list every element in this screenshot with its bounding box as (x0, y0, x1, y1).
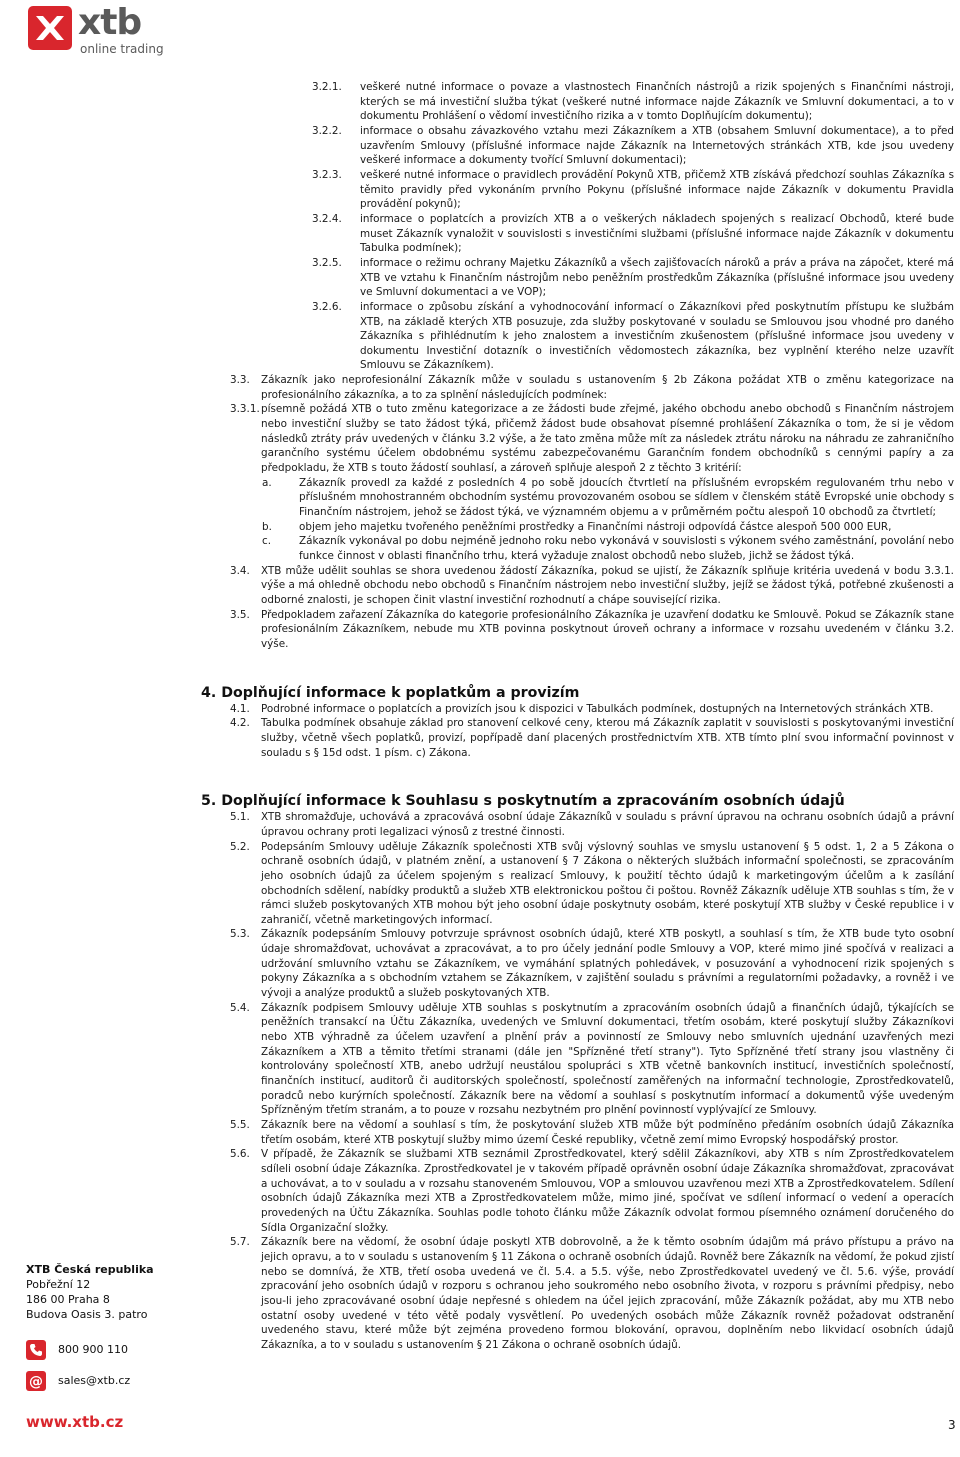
logo-wordmark: xtb (78, 2, 142, 43)
footer-address-block (26, 1262, 186, 1322)
address-line: Budova Oasis 3. patro (26, 1308, 148, 1321)
list-item: 3.2.1. veškeré nutné informace o povaze a vlastnostech Finančních nástrojů a rizik spojených s Finančními nástroji, kterých se má investiční služba týkat (veškeré nutné informace najde Zákazník ve Smluvní dokumentaci, a to v dokumentu Prohlášení o vědomí investičního rizika a v tomto Doplňujícím dokumentu); (312, 81, 954, 123)
phone-number[interactable]: 800 900 110 (58, 1343, 128, 1356)
list-item: 3.4. XTB může udělit souhlas se shora uvedenou žádostí Zákazníka, pokud se ujistí, že Zákazník splňuje kritéria uvedená v bodu 3.3.1. výše a má ohledně obchodu nebo obchodů s Finančním nástrojem nebo investiční služby, jejíž se žádost týká, potřebné zkušenosti a odborné znalosti, je schopen činit vlastní investiční rozhodnutí a chápe související rizika. (230, 564, 954, 606)
svg-text:@: @ (29, 1374, 43, 1390)
list-item: 5.5. Zákazník bere na vědomí a souhlasí s tím, že poskytování služeb XTB může být podmíněno předáním osobních údajů Zákazníka třetím osobám, které XTB poskytují služby mimo území České republiky, včetně zemí mimo Evropský hospodářský prostor. (230, 1119, 954, 1146)
criteria-item: a. Zákazník provedl za každé z posledních 4 po sobě jdoucích čtvrtletí na příslušném evropském regulovaném trhu nebo v příslušném mnohostranném obchodním systému provozovaném osobou se sídlem v členském státě Evropské unie obchody s Finančním nástrojem, jehož se žádost týká, ve významném objemu a v průměrném počtu alespoň 10 obchodů za čtvrtletí; (262, 476, 954, 519)
phone-icon (26, 1340, 46, 1360)
address-line: Pobřežní 12 (26, 1278, 91, 1291)
list-item: 5.2. Podepsáním Smlouvy uděluje Zákazník společnosti XTB svůj výslovný souhlas ve smyslu ustanovení § 5 odst. 1, 2 a 5 Zákona o ochraně osobních údajů, v platném znění, a ustanovení § 7 Zákona o některých službách informační společnosti, se zpracováním jeho osobních údajů za účelem spojeným s realizací Smlouvy, k použití těchto údajů k marketingovým účelům a k zasílání obchodních sdělení, nabídky produktů a služeb XTB elektronickou poštou či poštou. Rovněž Zákazník uděluje XTB souhlas s tím, že v rámci služeb poskytovaných XTB mohou být jeho osobní údaje poskytnuty osobám, které poskytují XTB služby v České republice i v zahraničí, včetně marketingových informací. (230, 840, 954, 926)
list-item: 5.1. XTB shromažďuje, uchovává a zpracovává osobní údaje Zákazníků v souladu s právní úpravou na ochranu osobních údajů a právní úpravou ochrany proti legalizaci výnosů z trestné činnosti. (230, 811, 954, 838)
document-body (0, 80, 960, 1353)
section-title: 4. Doplňující informace k poplatkům a provizím (201, 684, 580, 701)
email-contact (26, 1371, 186, 1393)
list-item: 3.3. Zákazník jako neprofesionální Zákazník může v souladu s ustanovením § 2b Zákona požádat XTB o změnu kategorizace na profesionálního zákazníka, a to za splnění následujících podmínek: (230, 374, 954, 401)
criteria-item: b. objem jeho majetku tvořeného peněžními prostředky a Finančními nástroji odpovídá částce alespoň 500 000 EUR, (262, 520, 892, 533)
logo-tagline: online trading (80, 42, 164, 56)
list-item: 4.2. Tabulka podmínek obsahuje základ pro stanovení celkové ceny, kterou má Zákazník zaplatit v souvislosti s poskytovanými investiční služby, včetně všech poplatků, provizí, popřípadě daní placených prostřednictvím XTB. XTB tímto plní svou informační povinnost v souladu s § 15d odst. 1 písm. c) Zákona. (230, 717, 954, 759)
list-item: 3.2.4. informace o poplatcích a provizích XTB a o veškerých nákladech spojených s realizací Obchodů, které bude muset Zákazník vynaložit v souvislosti s investičními službami (příslušné informace najde Zákazník v dokumentu Tabulka podmínek); (312, 212, 954, 255)
phone-contact (26, 1340, 186, 1362)
email-link[interactable]: sales@xtb.cz (58, 1374, 131, 1387)
list-item: 4.1. Podrobné informace o poplatcích a provizích jsou k dispozici v Tabulkách podmínek, dostupných na Internetových stránkách XTB. (230, 702, 934, 715)
list-item: 3.2.5. informace o režimu ochrany Majetku Zákazníků a všech zajišťovacích nároků a práv a práva na zápočet, které má XTB ve vztahu k Finančním nástrojům nebo peněžním prostředkům Zákazníka (příslušné informace jsou uvedeny ve Smluvní dokumentaci a ve VOP); (312, 256, 954, 299)
list-item: 3.2.6. informace o způsobu získání a vyhodnocování informací o Zákazníkovi před poskytnutím přístupu ke službám XTB, na základě kterých XTB posuzuje, zda služby poskytované v souladu se Smlouvou jsou vhodné pro daného Zákazníka s přihlédnutím k jeho znalostem a investičním zkušenostem (příslušné informace jsou uvedeny v dokumentu Investiční dotazník o investičních vědomostech zákazníka, bez vyplnění kterého nelze uzavřít Smlouvu se Zákazníkem). (312, 300, 954, 372)
list-item: 5.6. V případě, že Zákazník se službami XTB seznámil Zprostředkovatel, který sdělil Zákazníkovi, aby XTB s ním Zprostředkovatelem sdíleli osobní údaje Zákazníka. Zprostředkovatel je v takovém případě oprávněn osobní údaje Zákazníka shromažďovat, zpracovávat a uchovávat, a to v souladu a v rozsahu stanoveném Smlouvou, VOP a smlouvou uzavřenou mezi XTB a Zprostředkovatelem. Sdílení osobních údajů Zákazníka mezi XTB a Zprostředkovatelem může, mimo jiné, spočívat ve sdílení informací o vedení a operacích provedených na Účtu Zákazníka. Souhlas podle tohoto článku může Zákazník odvolat formou písemného oznámení doručeného do Sídla Organizační složky. (230, 1148, 954, 1234)
list-item: 5.3. Zákazník podepsáním Smlouvy potvrzuje správnost osobních údajů, které XTB poskytl, a souhlasí s tím, že XTB bude tyto osobní údaje shromažďovat, uchovávat a zpracovávat, a to pro účely jednání podle Smlouvy a VOP, které mimo jiné spočívá v realizaci a udržování smluvního vztahu se Zákazníkem, ve vymáhání splatných pohledávek, v posuzování a vyhodnocení rizik spojených s pokyny Zákazníka a s obchodním vztahem se Zákazníkem, v zajištění souladu s právními a regulatorními požadavky, a rovněž i ve vývoji a analýze produktů a služeb poskytovaných XTB. (230, 928, 954, 1000)
list-item: 3.2.3. veškeré nutné informace o pravidlech provádění Pokynů XTB, přičemž XTB získává předchozí souhlas Zákazníka s těmito pravidly před vykonáním prvního Pokynu (příslušné informace najde Zákazník v dokumentu Pravidla provádění pokynů); (312, 168, 954, 211)
list-item: 3.3.1. písemně požádá XTB o tuto změnu kategorizace a ze žádosti bude zřejmé, jakého obchodu anebo obchodů s Finančním nástrojem nebo investiční služby se tato žádost týká, přičemž žádost bude obsahovat písemné prohlášení Zákazníka o tom, že si je vědom následků ztráty práv uvedených v článku 3.2 výše, a že tato změna může mít za následek ztrátu nároku na náhradu ze zahraničního garančního systému účelem obdobnému systému zabezpečovanému Garančním fondem obchodníků s cennými papíry a za předpokladu, že XTB s touto žádostí souhlasí, a zároveň splňuje alespoň 2 z těchto 3 kritérií: (230, 403, 954, 475)
website-link[interactable]: www.xtb.cz (26, 1413, 124, 1431)
company-name: XTB Česká republika (26, 1263, 154, 1276)
page-number: 3 (948, 1418, 956, 1432)
list-item: 5.7. Zákazník bere na vědomí, že osobní údaje poskytl XTB dobrovolně, a že k těmto osobním údajům má právo přístupu a právo na jejich opravu, a to v souladu s ustanovením § 11 Zákona o ochraně osobních údajů. Rovněž bere Zákazník na vědomí, že pokud zjistí nebo se domnívá, že XTB, třetí osoba uvedená ve čl. 5.4. a 5.5. výše, nebo Zprostředkovatel uvedený ve čl. 5.6. výše, provádí zpracování jeho osobních údajů v rozporu s ochranou jeho soukromého nebo osobního života, v rozporu s právními předpisy, nebo jsou-li jeho zpracovávané osobní údaje nepřesné s ohledem na účel jejich zpracování, může Zákazník požádat, aby mu XTB nebo ostatní osoby uvedené v této větě podaly vysvětlení. Po uvedených osobách může Zákazník rovněž požadovat odstranění uvedeného stavu, které může být zejména provedeno formou blokování, opravou, doplněním nebo likvidací osobních údajů Zákazníka, a to v souladu s ustanovením § 21 Zákona o ochraně osobních údajů. (230, 1236, 954, 1351)
list-item: 3.5. Předpokladem zařazení Zákazníka do kategorie profesionálního Zákazníka je uzavření dodatku ke Smlouvě. Pokud se Zákazník stane profesionálním Zákazníkem, nebude mu XTB povinna poskytnout úroveň ochrany a informace v rozsahu uvedeném v článku 3.2. výše. (230, 608, 954, 650)
list-item: 5.4. Zákazník podpisem Smlouvy uděluje XTB souhlas s poskytnutím a zpracováním osobních údajů a finančních údajů, týkajících se peněžních transakcí na Účtu Zákazníka, uvedených ve Smluvní dokumentaci, třetím osobám, které poskytují služby Zákazníkovi nebo XTB výhradně za účelem uzavření a plnění práv a povinností ze Smlouvy nebo smluvních ujednání uzavřených mezi Zákazníkem a XTB a těmito třetími stranami (dále jen "Spřízněné třetí strany"). Tyto Spřízněné třetí strany jsou vlastněny či kontrolovány společností XTB, anebo udržují neustálou spolupráci s XTB včetně bankovních institucí, investičních společností, finančních institucí, auditorů či auditorských společností, společností zaměřených na informační technologie, Zprostředkovatelů, poradců nebo kurýrních společností. Zákazník bere na vědomí a souhlasí s poskytnutím informací a dokumentů výše uvedeným Spřízněným třetím stranám, a to pouze v rozsahu nezbytném pro plnění povinností vyplývající ze Smlouvy. (230, 1001, 954, 1117)
list-item: 3.2.2. informace o obsahu závazkového vztahu mezi Zákazníkem a XTB (obsahem Smluvní dokumentace), a to před uzavřením Smlouvy (příslušné informace najde Zákazník na Internetových stránkách XTB, kde jsou uvedeny veškeré informace a dokumenty tvořící Smluvní dokumentaci); (312, 124, 954, 167)
at-sign-icon (26, 1371, 46, 1391)
address-line: 186 00 Praha 8 (26, 1293, 110, 1306)
criteria-item: c. Zákazník vykonával po dobu nejméně jednoho roku nebo vykonává v souvislosti s výkonem svého zaměstnání, povolání nebo funkce činnost v oblasti finančního trhu, která vyžaduje znalost obchodů nebo služeb, jichž se žádost týká. (262, 535, 954, 562)
xtb-cross-logo-icon (28, 6, 72, 50)
section-title: 5. Doplňující informace k Souhlasu s poskytnutím a zpracováním osobních údajů (201, 793, 845, 810)
